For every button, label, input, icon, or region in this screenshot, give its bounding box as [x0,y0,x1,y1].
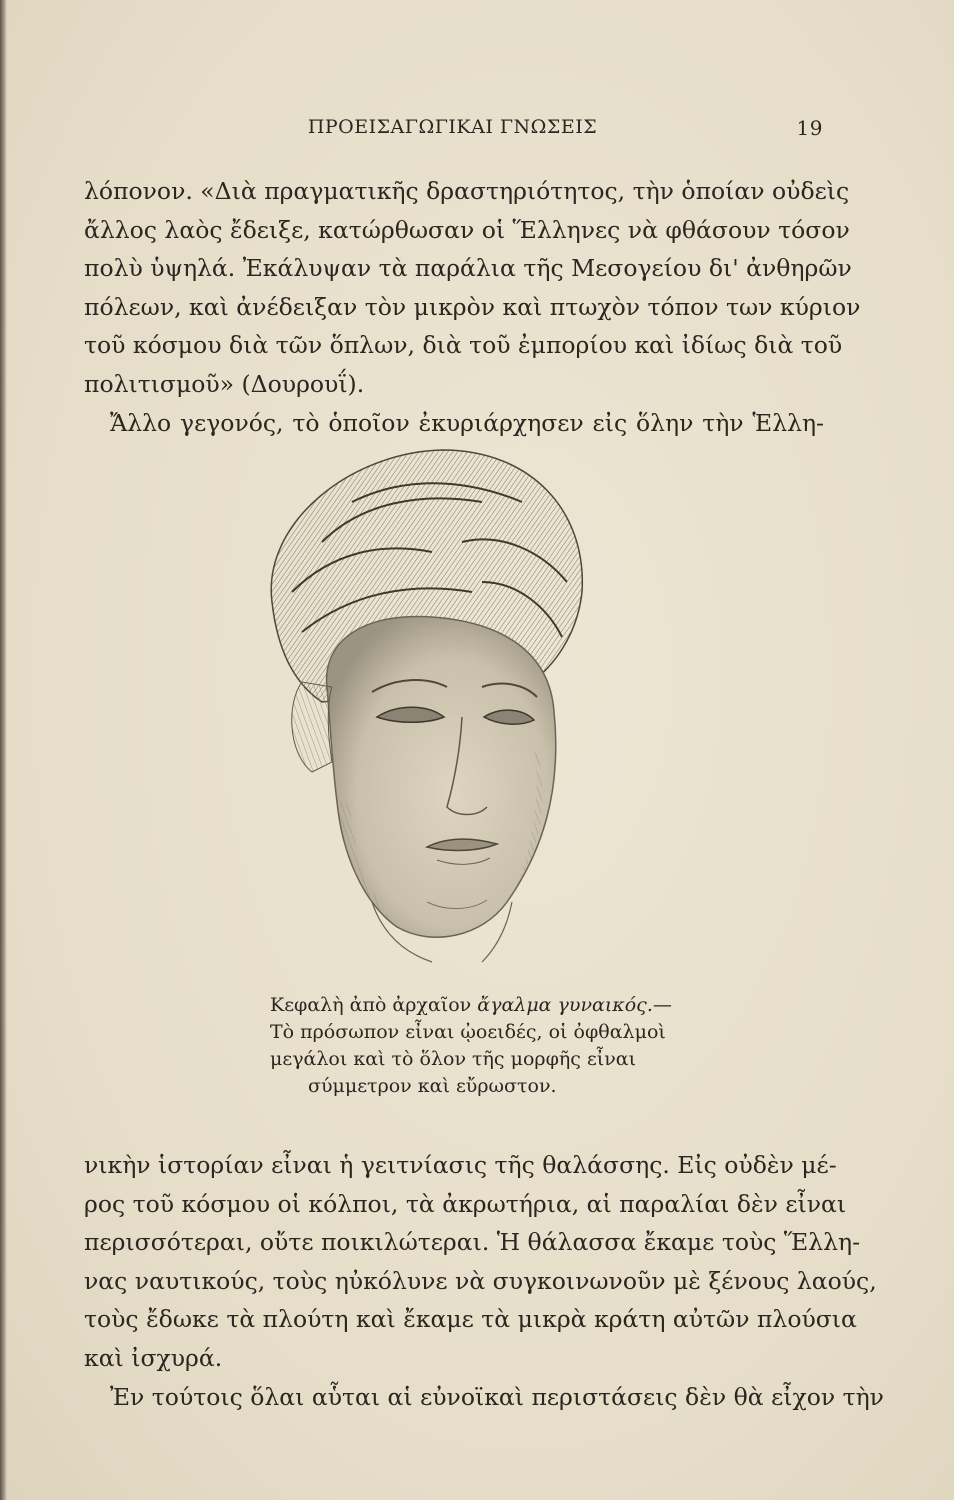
text-line: Ἐν τούτοις ὅλαι αὗται αἱ εὐνοϊκαὶ περιστάσεις δὲν θὰ εἶχον τὴν [110,1382,884,1411]
text-line: τοῦ κόσμου διὰ τῶν ὅπλων, διὰ τοῦ ἐμπορίου καὶ ἰδίως διὰ τοῦ [84,331,843,360]
text-line: τοὺς ἔδωκε τὰ πλούτη καὶ ἔκαμε τὰ μικρὰ κράτη αὐτῶν πλούσια [84,1305,857,1334]
top-paragraph [84,172,861,442]
text-line: Ἄλλο γεγονός, τὸ ὁποῖον ἐκυριάρχησεν εἰς ὅλην τὴν Ἑλλη- [110,408,824,437]
text-line: νας ναυτικούς, τοὺς ηὐκόλυνε νὰ συγκοινωνοῦν μὲ ξένους λαούς, [84,1266,877,1295]
text-line: ἄλλος λαὸς ἔδειξε, κατώρθωσαν οἱ Ἕλληνες νὰ φθάσουν τόσον [84,215,850,244]
caption-line: σύμμετρον καὶ εὔρωστον. [308,1075,557,1097]
bottom-paragraph [84,1146,884,1416]
text-line: πολιτισμοῦ» (Δουρουΐ). [84,369,365,398]
caption-dash: — [652,994,672,1016]
running-head: ΠΡΟΕΙΣΑΓΩΓΙΚΑΙ ΓΝΩΣΕΙΣ [307,116,598,138]
text-line: ρος τοῦ κόσμου οἱ κόλποι, τὰ ἀκρωτήρια, αἱ παραλίαι δὲν εἶναι [84,1189,847,1218]
text-line: πολὺ ὑψηλά. Ἐκάλυψαν τὰ παράλια τῆς Μεσογείου δι' ἀνθηρῶν [84,254,852,283]
caption-line: Τὸ πρόσωπον εἶναι ᾠοειδές, οἱ ὀφθαλμοὶ [270,1021,666,1043]
caption-italic: ἄγαλμα γυναικός. [477,994,653,1016]
statue-head-illustration [232,432,612,972]
page-header [80,116,825,144]
page-spine-shadow [0,0,7,1500]
figure-caption [270,992,690,1100]
text-line: καὶ ἰσχυρά. [84,1343,223,1372]
caption-line [270,992,690,1019]
caption-line: μεγάλοι καὶ τὸ ὅλον τῆς μορφῆς εἶναι [270,1048,637,1070]
page-number: 19 [796,116,823,140]
text-line: περισσότεραι, οὔτε ποικιλώτεραι. Ἡ θάλασσα ἔκαμε τοὺς Ἕλλη- [84,1228,861,1257]
text-line: λόπονον. «Διὰ πραγματικῆς δραστηριότητος, τὴν ὁποίαν οὐδεὶς [84,177,850,205]
text-line: πόλεων, καὶ ἀνέδειξαν τὸν μικρὸν καὶ πτωχὸν τόπον των κύριον [84,292,861,321]
caption-plain: Κεφαλὴ ἀπὸ ἀρχαῖον [270,994,478,1016]
text-line: νικὴν ἱστορίαν εἶναι ἡ γειτνίασις τῆς θαλάσσης. Εἰς οὐδὲν μέ- [84,1151,837,1179]
